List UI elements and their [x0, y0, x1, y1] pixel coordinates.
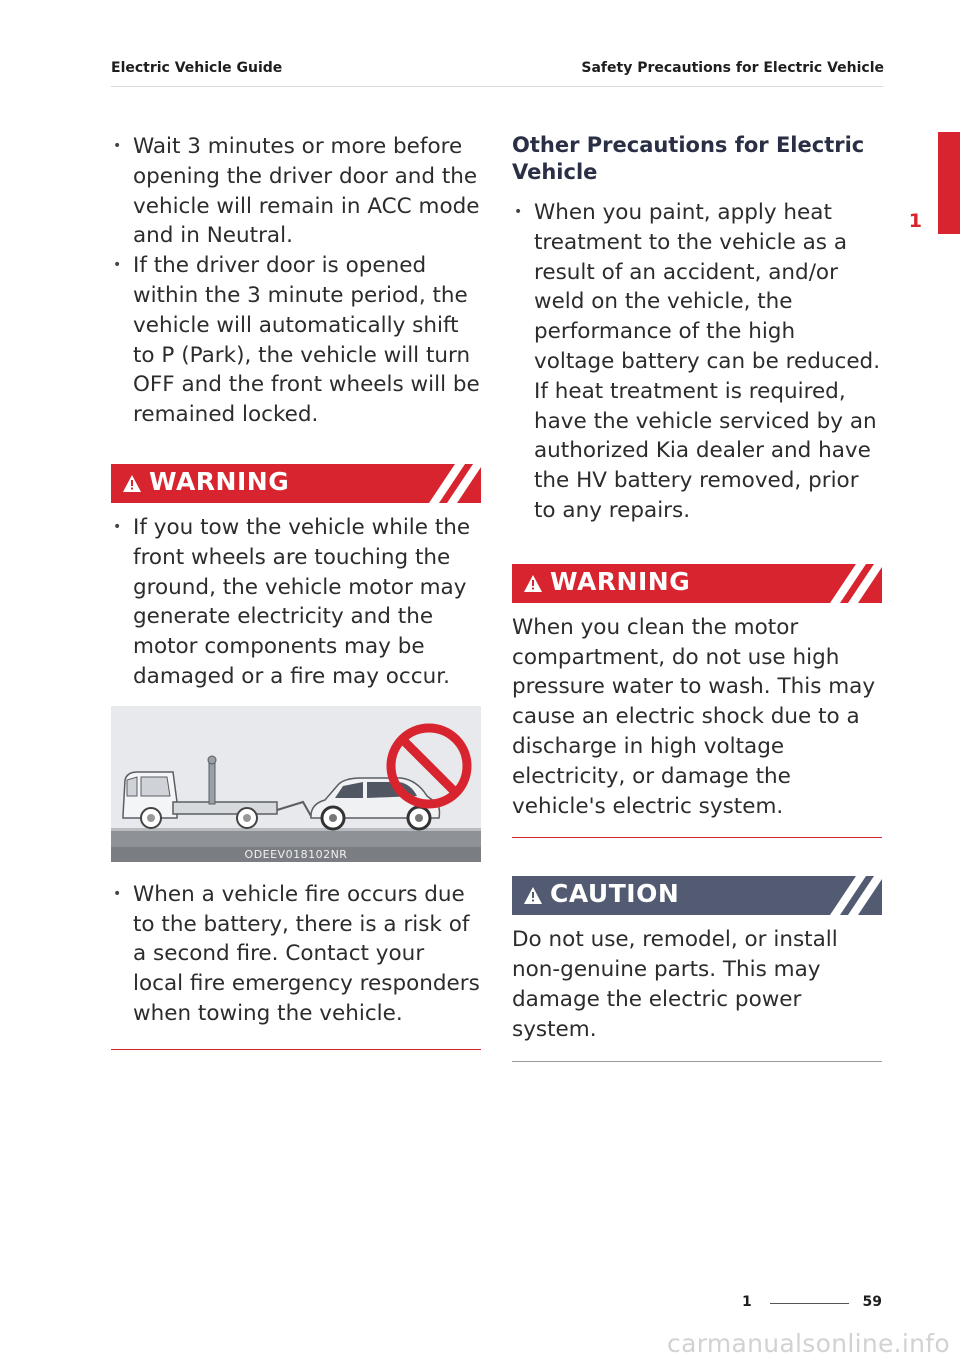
bullet-text-continued: If heat treatment is required, have the vehicle serviced by an authorized Kia dealer and have the HV battery removed, prior to any repairs.	[534, 378, 877, 523]
running-header-right: Safety Precautions for Electric Vehicle	[581, 60, 884, 76]
watermark: carmanualsonline.info	[667, 1329, 950, 1358]
caution-triangle-icon	[524, 887, 542, 904]
warning-box-header	[512, 564, 882, 603]
bullet-item: • If the driver door is opened within the 3 minute period, the vehicle will automatically shift to P (Park), the vehicle will turn OFF and the front wheels will be remained locked.	[111, 251, 481, 430]
warning-box-header	[111, 464, 481, 503]
bullet-item: • If you tow the vehicle while the front wheels are touching the ground, the vehicle motor may generate electricity and the motor components may be damaged or a fire may occur.	[111, 513, 481, 692]
warning-end-rule	[111, 1049, 481, 1050]
running-header-left: Electric Vehicle Guide	[111, 60, 283, 76]
precaution-bullet-list	[512, 198, 882, 526]
bullet-text: When you paint, apply heat treatment to the vehicle as a result of an accident, and/or weld on the vehicle, the performance of the high voltage battery can be reduced.	[534, 200, 881, 374]
caution-end-rule	[512, 1061, 882, 1062]
warning-bullet-list	[111, 513, 481, 692]
right-column	[512, 132, 882, 1062]
header-divider	[111, 86, 883, 87]
caution-text: Do not use, remodel, or install non-genuine parts. This may damage the electric power system.	[512, 927, 838, 1042]
warning-triangle-icon	[524, 575, 542, 592]
section-title: Other Precautions for Electric Vehicle	[512, 133, 865, 184]
caution-box-header	[512, 876, 882, 915]
bullet-item: • When a vehicle fire occurs due to the battery, there is a risk of a second fire. Contact your local fire emergency responders when towing the vehicle.	[111, 880, 481, 1029]
caution-title: CAUTION	[550, 879, 680, 909]
tow-truck-prohibited-image	[111, 706, 481, 862]
footer-chapter-number: 1	[742, 1294, 752, 1310]
header-stripes	[822, 564, 882, 603]
header-stripes	[822, 876, 882, 915]
towing-illustration	[111, 706, 481, 862]
warning-title: WARNING	[550, 566, 691, 596]
warning-title: WARNING	[149, 466, 290, 496]
bullet-item	[512, 198, 882, 526]
bullet-item: • Wait 3 minutes or more before opening the driver door and the vehicle will remain in ACC mode and in Neutral.	[111, 132, 481, 251]
page-number: 59	[862, 1294, 882, 1310]
footer-rule	[770, 1303, 849, 1304]
warning-bullet-list-2	[111, 880, 481, 1029]
chapter-tab	[938, 132, 960, 234]
warning-triangle-icon	[123, 475, 141, 492]
chapter-tab-number: 1	[908, 210, 922, 232]
bullet-list-top	[111, 132, 481, 430]
left-column	[111, 132, 481, 1050]
header-stripes	[421, 464, 481, 503]
figure-code: ODEEV018102NR	[111, 847, 481, 862]
warning-text: When you clean the motor compartment, do not use high pressure water to wash. This may cause an electric shock due to a discharge in high voltage electricity, or damage the vehicle's electric system.	[512, 614, 876, 819]
